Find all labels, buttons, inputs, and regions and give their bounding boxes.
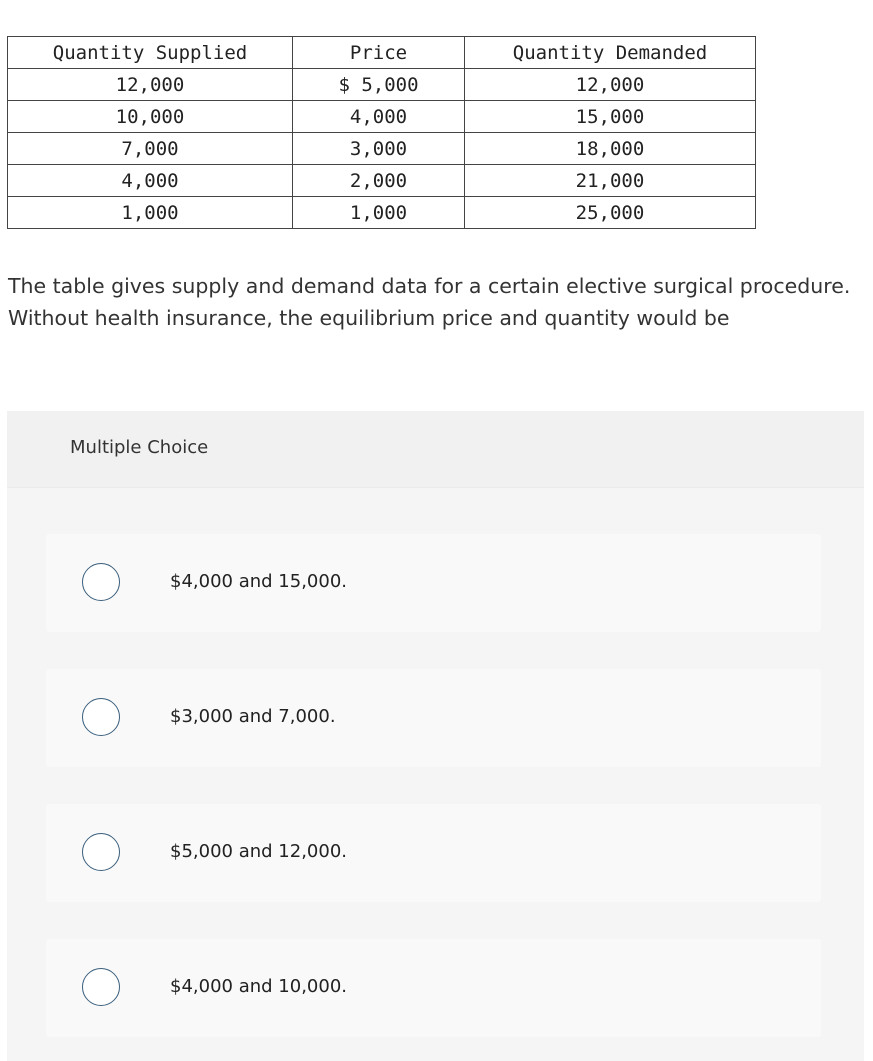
- answer-option[interactable]: [46, 669, 821, 767]
- radio-button-icon[interactable]: [82, 563, 120, 601]
- multiple-choice-header: [7, 411, 864, 488]
- cell-quantity-demanded: 12,000: [465, 69, 756, 101]
- answer-option[interactable]: [46, 939, 821, 1037]
- cell-price: 1,000: [293, 197, 465, 229]
- cell-quantity-supplied: 10,000: [8, 101, 293, 133]
- cell-quantity-supplied: 12,000: [8, 69, 293, 101]
- supply-demand-table: [7, 36, 756, 229]
- cell-price: $ 5,000: [293, 69, 465, 101]
- multiple-choice-label: Multiple Choice: [70, 437, 209, 458]
- table-row: [8, 133, 756, 165]
- cell-quantity-supplied: 4,000: [8, 165, 293, 197]
- table-row: [8, 69, 756, 101]
- answer-option[interactable]: [46, 534, 821, 632]
- header-quantity-supplied: Quantity Supplied: [8, 37, 293, 69]
- cell-quantity-supplied: 1,000: [8, 197, 293, 229]
- answer-option-label: $4,000 and 15,000.: [170, 571, 347, 592]
- cell-quantity-demanded: 21,000: [465, 165, 756, 197]
- answer-option[interactable]: [46, 804, 821, 902]
- cell-price: 4,000: [293, 101, 465, 133]
- answer-options: [7, 488, 864, 1061]
- multiple-choice-panel: [7, 411, 864, 1061]
- radio-button-icon[interactable]: [82, 968, 120, 1006]
- cell-quantity-demanded: 25,000: [465, 197, 756, 229]
- header-quantity-demanded: Quantity Demanded: [465, 37, 756, 69]
- table-row: [8, 165, 756, 197]
- answer-option-label: $5,000 and 12,000.: [170, 841, 347, 862]
- table-header-row: [8, 37, 756, 69]
- radio-button-icon[interactable]: [82, 833, 120, 871]
- header-price: Price: [293, 37, 465, 69]
- cell-quantity-supplied: 7,000: [8, 133, 293, 165]
- cell-price: 3,000: [293, 133, 465, 165]
- cell-quantity-demanded: 18,000: [465, 133, 756, 165]
- radio-button-icon[interactable]: [82, 698, 120, 736]
- question-text: The table gives supply and demand data for a certain elective surgical procedure. Without health insurance, the equilibrium price and quantity would be: [8, 274, 851, 330]
- table-row: [8, 101, 756, 133]
- table-row: [8, 197, 756, 229]
- answer-option-label: $3,000 and 7,000.: [170, 706, 336, 727]
- cell-price: 2,000: [293, 165, 465, 197]
- answer-option-label: $4,000 and 10,000.: [170, 976, 347, 997]
- cell-quantity-demanded: 15,000: [465, 101, 756, 133]
